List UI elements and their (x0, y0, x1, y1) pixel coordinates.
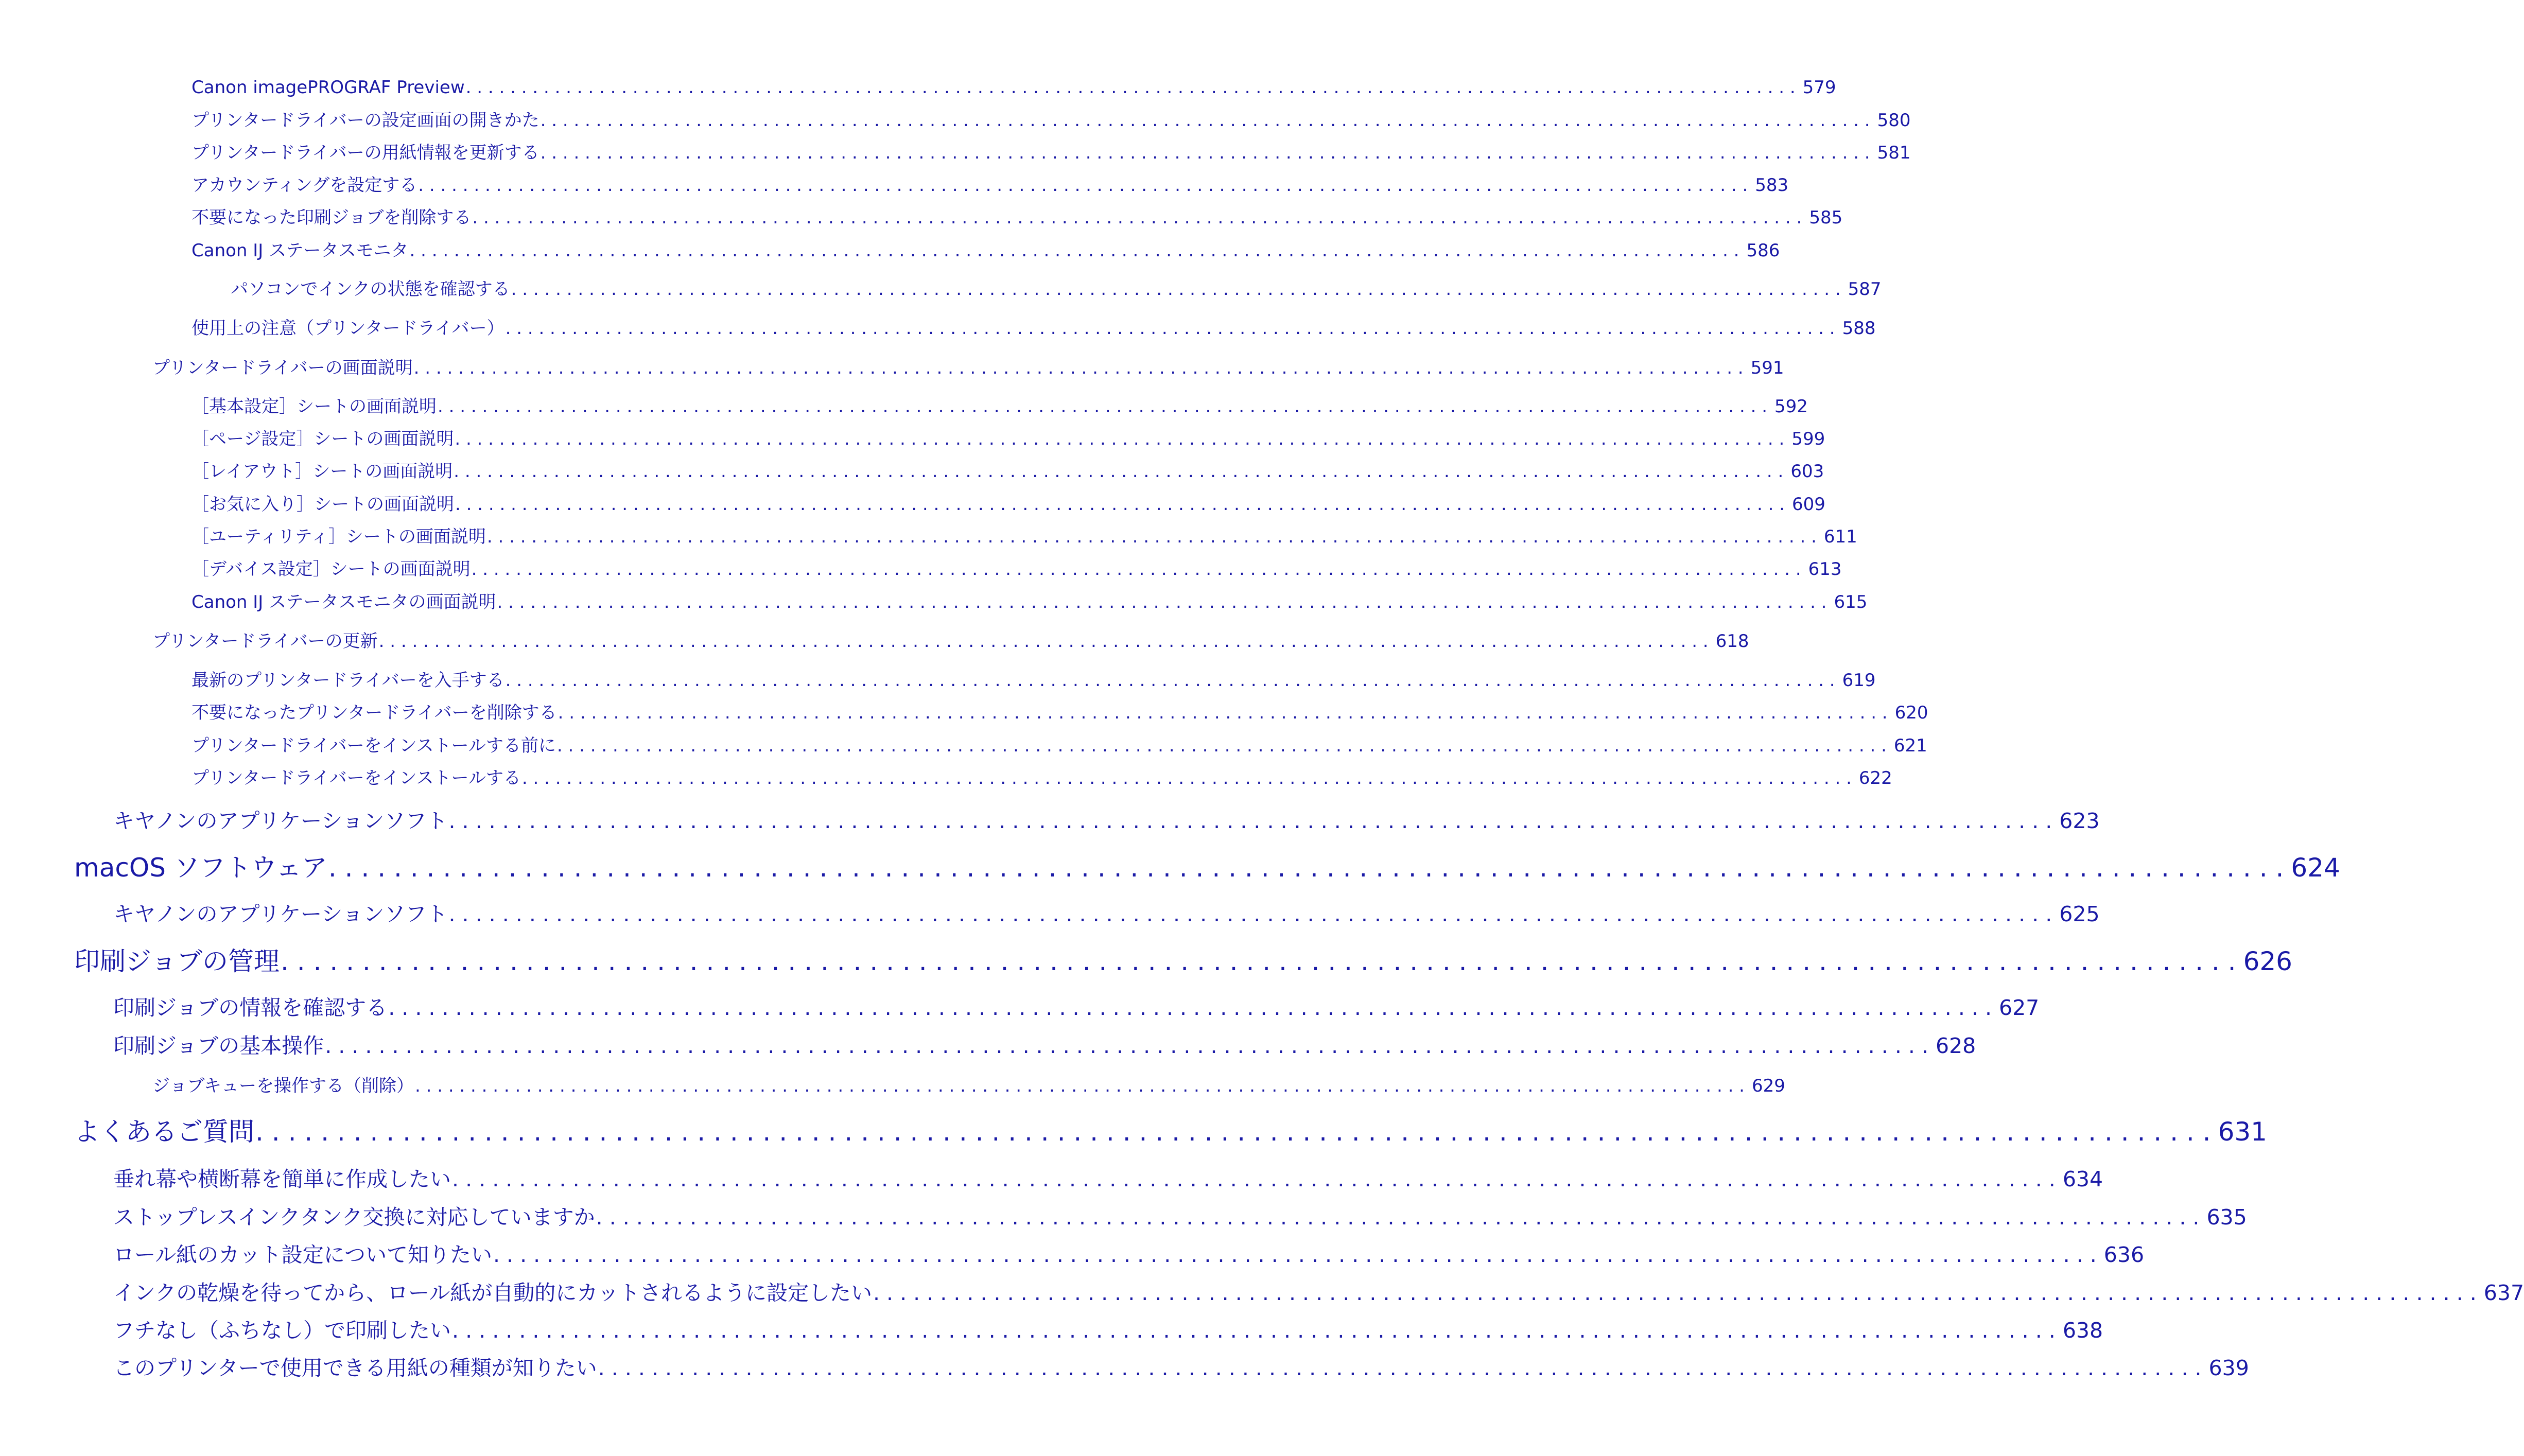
toc-entry-title: ［デバイス設定］シートの画面説明 (192, 559, 471, 580)
toc-entry[interactable] (192, 768, 1892, 788)
toc-entry-page-number: 592 (1774, 396, 1808, 417)
toc-entry[interactable] (192, 735, 1927, 756)
toc-dot-leader: . . . . . . . . . . . . . . . . . . . . . . . . . . . . . . . . . . . . . . . . . . . . . . . . . . . . . . . . . . . . . . . . . . . . . . . . . . . . . . . . . . . . . . . . . . . . . . . . . . . . . . . . . . . . . . . . . . . . . . . . (540, 110, 1870, 131)
toc-entry[interactable] (192, 703, 1928, 723)
toc-dot-leader: . . . . . . . . . . . . . . . . . . . . . . . . . . . . . . . . . . . . . . . . . . . . . . . . . . . . . . . . . . . . . . . . . . . . . . . . . . . . . . . . . . . . . . . . . . . . . . . . . . . . . . . . . . . . . . . . . . . . . . . . (521, 768, 1852, 788)
toc-dot-leader: . . . . . . . . . . . . . . . . . . . . . . . . . . . . . . . . . . . . . . . . . . . . . . . . . . . . . . . . . . . . . . . . . . . . . . . . . . . . . . . . . . . . . . . . . . . . . . . . . . . . . . . . . . . . . . . . . . . . . . . . (448, 809, 2052, 833)
toc-entry-title: ［レイアウト］シートの画面説明 (192, 461, 453, 482)
toc-dot-leader: . . . . . . . . . . . . . . . . . . . . . . . . . . . . . . . . . . . . . . . . . . . . . . . . . . . . . . . . . . . . . . . . . . . . . . . . . . . . . . . . . . . . . . . . . . . . . . . . . . . . . . . . . . . . . . . . . . . . . . . . (328, 853, 2284, 883)
toc-entry-title: Canon imagePROGRAF Preview (192, 77, 465, 98)
toc-dot-leader: . . . . . . . . . . . . . . . . . . . . . . . . . . . . . . . . . . . . . . . . . . . . . . . . . . . . . . . . . . . . . . . . . . . . . . . . . . . . . . . . . . . . . . . . . . . . . . . . . . . . . . . . . . . . . . . . . . . . . . . . (413, 358, 1744, 378)
toc-entry[interactable] (113, 1205, 2247, 1230)
toc-entry[interactable] (113, 902, 2100, 926)
toc-dot-leader: . . . . . . . . . . . . . . . . . . . . . . . . . . . . . . . . . . . . . . . . . . . . . . . . . . . . . . . . . . . . . . . . . . . . . . . . . . . . . . . . . . . . . . . . . . . . . . . . . . . . . . . . . . . . . . . . . . . . . . . . (281, 946, 2236, 976)
toc-entry-title: ［基本設定］シートの画面説明 (192, 396, 437, 417)
toc-entry-title: macOS ソフトウェア (74, 853, 327, 883)
toc-dot-leader: . . . . . . . . . . . . . . . . . . . . . . . . . . . . . . . . . . . . . . . . . . . . . . . . . . . . . . . . . . . . . . . . . . . . . . . . . . . . . . . . . . . . . . . . . . . . . . . . . . . . . . . . . . . . . . . . . . . . . . . . (558, 703, 1888, 723)
toc-dot-leader: . . . . . . . . . . . . . . . . . . . . . . . . . . . . . . . . . . . . . . . . . . . . . . . . . . . . . . . . . . . . . . . . . . . . . . . . . . . . . . . . . . . . . . . . . . . . . . . . . . . . . . . . . . . . . . . . . . . . . . . . (497, 592, 1827, 612)
toc-dot-leader: . . . . . . . . . . . . . . . . . . . . . . . . . . . . . . . . . . . . . . . . . . . . . . . . . . . . . . . . . . . . . . . . . . . . . . . . . . . . . . . . . . . . . . . . . . . . . . . . . . . . . . . . . . . . . . . . . . . . . . . . (465, 77, 1796, 98)
toc-entry-title: フチなし（ふちなし）で印刷したい (113, 1318, 451, 1343)
toc-entry-page-number: 629 (1752, 1076, 1785, 1096)
toc-entry[interactable] (192, 77, 1836, 98)
toc-dot-leader: . . . . . . . . . . . . . . . . . . . . . . . . . . . . . . . . . . . . . . . . . . . . . . . . . . . . . . . . . . . . . . . . . . . . . . . . . . . . . . . . . . . . . . . . . . . . . . . . . . . . . . . . . . . . . . . . . . . . . . . . (454, 461, 1784, 482)
toc-entry-title: 印刷ジョブの管理 (74, 946, 280, 976)
toc-entry[interactable] (192, 592, 1868, 612)
toc-entry-page-number: 628 (1936, 1033, 1976, 1058)
toc-dot-leader: . . . . . . . . . . . . . . . . . . . . . . . . . . . . . . . . . . . . . . . . . . . . . . . . . . . . . . . . . . . . . . . . . . . . . . . . . . . . . . . . . . . . . . . . . . . . . . . . . . . . . . . . . . . . . . . . . . . . . . . . (388, 995, 1992, 1020)
toc-dot-leader: . . . . . . . . . . . . . . . . . . . . . . . . . . . . . . . . . . . . . . . . . . . . . . . . . . . . . . . . . . . . . . . . . . . . . . . . . . . . . . . . . . . . . . . . . . . . . . . . . . . . . . . . . . . . . . . . . . . . . . . . (455, 429, 1785, 449)
toc-dot-leader: . . . . . . . . . . . . . . . . . . . . . . . . . . . . . . . . . . . . . . . . . . . . . . . . . . . . . . . . . . . . . . . . . . . . . . . . . . . . . . . . . . . . . . . . . . . . . . . . . . . . . . . . . . . . . . . . . . . . . . . . (493, 1242, 2097, 1267)
toc-entry-page-number: 599 (1791, 429, 1825, 449)
toc-entry-title: 最新のプリンタードライバーを入手する (192, 670, 504, 691)
toc-entry-page-number: 638 (2062, 1318, 2103, 1343)
toc-entry[interactable] (113, 1242, 2145, 1267)
toc-entry-title: ［ユーティリティ］シートの画面説明 (192, 527, 486, 547)
toc-entry-page-number: 624 (2291, 853, 2340, 883)
toc-entry[interactable] (152, 1076, 1785, 1096)
toc-entry-title: プリンタードライバーの更新 (152, 631, 378, 652)
toc-dot-leader: . . . . . . . . . . . . . . . . . . . . . . . . . . . . . . . . . . . . . . . . . . . . . . . . . . . . . . . . . . . . . . . . . . . . . . . . . . . . . . . . . . . . . . . . . . . . . . . . . . . . . . . . . . . . . . . . . . . . . . . . (255, 1117, 2211, 1147)
toc-entry-page-number: 581 (1877, 143, 1911, 163)
toc-entry-title: アカウンティングを設定する (192, 175, 417, 196)
toc-entry-page-number: 580 (1877, 110, 1911, 131)
toc-entry-page-number: 631 (2218, 1117, 2267, 1147)
toc-entry-page-number: 585 (1809, 207, 1843, 228)
toc-entry[interactable] (192, 207, 1843, 228)
toc-entry-title: ロール紙のカット設定について知りたい (113, 1242, 492, 1267)
toc-dot-leader: . . . . . . . . . . . . . . . . . . . . . . . . . . . . . . . . . . . . . . . . . . . . . . . . . . . . . . . . . . . . . . . . . . . . . . . . . . . . . . . . . . . . . . . . . . . . . . . . . . . . . . . . . . . . . . . . . . . . . . . . (596, 1205, 2200, 1230)
toc-entry-page-number: 609 (1792, 494, 1825, 515)
toc-entry-page-number: 618 (1715, 631, 1749, 652)
toc-dot-leader: . . . . . . . . . . . . . . . . . . . . . . . . . . . . . . . . . . . . . . . . . . . . . . . . . . . . . . . . . . . . . . . . . . . . . . . . . . . . . . . . . . . . . . . . . . . . . . . . . . . . . . . . . . . . . . . . . . . . . . . . (598, 1356, 2202, 1380)
toc-dot-leader: . . . . . . . . . . . . . . . . . . . . . . . . . . . . . . . . . . . . . . . . . . . . . . . . . . . . . . . . . . . . . . . . . . . . . . . . . . . . . . . . . . . . . . . . . . . . . . . . . . . . . . . . . . . . . . . . . . . . . . . . (472, 207, 1802, 228)
toc-entry[interactable] (113, 1356, 2249, 1380)
toc-entry[interactable] (192, 143, 1911, 163)
toc-entry-page-number: 626 (2243, 946, 2292, 976)
toc-entry-title: 不要になった印刷ジョブを削除する (192, 207, 472, 228)
toc-entry-page-number: 637 (2483, 1280, 2524, 1305)
toc-entry-page-number: 611 (1823, 527, 1857, 547)
toc-dot-leader: . . . . . . . . . . . . . . . . . . . . . . . . . . . . . . . . . . . . . . . . . . . . . . . . . . . . . . . . . . . . . . . . . . . . . . . . . . . . . . . . . . . . . . . . . . . . . . . . . . . . . . . . . . . . . . . . . . . . . . . . (471, 559, 1801, 580)
toc-entry-title: プリンタードライバーの設定画面の開きかた (192, 110, 539, 131)
toc-entry-title: 使用上の注意（プリンタードライバー） (192, 318, 504, 339)
toc-entry[interactable] (192, 429, 1825, 449)
toc-entry[interactable] (192, 396, 1808, 417)
toc-entry-page-number: 603 (1790, 461, 1824, 482)
toc-dot-leader: . . . . . . . . . . . . . . . . . . . . . . . . . . . . . . . . . . . . . . . . . . . . . . . . . . . . . . . . . . . . . . . . . . . . . . . . . . . . . . . . . . . . . . . . . . . . . . . . . . . . . . . . . . . . . . . . . . . . . . . . (556, 735, 1887, 756)
toc-entry-title: 印刷ジョブの情報を確認する (113, 995, 388, 1020)
toc-entry-title: Canon IJ ステータスモニタの画面説明 (192, 592, 496, 612)
toc-entry-page-number: 639 (2208, 1356, 2249, 1380)
toc-dot-leader: . . . . . . . . . . . . . . . . . . . . . . . . . . . . . . . . . . . . . . . . . . . . . . . . . . . . . . . . . . . . . . . . . . . . . . . . . . . . . . . . . . . . . . . . . . . . . . . . . . . . . . . . . . . . . . . . . . . . . . . . (414, 1076, 1745, 1096)
toc-dot-leader: . . . . . . . . . . . . . . . . . . . . . . . . . . . . . . . . . . . . . . . . . . . . . . . . . . . . . . . . . . . . . . . . . . . . . . . . . . . . . . . . . . . . . . . . . . . . . . . . . . . . . . . . . . . . . . . . . . . . . . . . (409, 240, 1739, 261)
toc-dot-leader: . . . . . . . . . . . . . . . . . . . . . . . . . . . . . . . . . . . . . . . . . . . . . . . . . . . . . . . . . . . . . . . . . . . . . . . . . . . . . . . . . . . . . . . . . . . . . . . . . . . . . . . . . . . . . . . . . . . . . . . . (455, 494, 1785, 515)
toc-entry-page-number: 587 (1848, 279, 1882, 300)
toc-entry-title: ジョブキューを操作する（削除） (152, 1076, 414, 1096)
toc-entry-title: プリンタードライバーをインストールする (192, 768, 521, 788)
toc-entry-title: プリンタードライバーの用紙情報を更新する (192, 143, 539, 163)
toc-entry-page-number: 620 (1894, 703, 1928, 723)
toc-dot-leader: . . . . . . . . . . . . . . . . . . . . . . . . . . . . . . . . . . . . . . . . . . . . . . . . . . . . . . . . . . . . . . . . . . . . . . . . . . . . . . . . . . . . . . . . . . . . . . . . . . . . . . . . . . . . . . . . . . . . . . . . (452, 1167, 2056, 1191)
toc-entry[interactable] (113, 1033, 1976, 1058)
toc-entry[interactable] (152, 631, 1749, 652)
toc-entry-title: 垂れ幕や横断幕を簡単に作成したい (113, 1167, 451, 1191)
toc-entry-title: 印刷ジョブの基本操作 (113, 1033, 324, 1058)
toc-entry-title: インクの乾燥を待ってから、ロール紙が自動的にカットされるように設定したい (113, 1280, 872, 1305)
toc-entry-page-number: 623 (2059, 809, 2100, 833)
toc-entry[interactable] (152, 358, 1784, 378)
toc-dot-leader: . . . . . . . . . . . . . . . . . . . . . . . . . . . . . . . . . . . . . . . . . . . . . . . . . . . . . . . . . . . . . . . . . . . . . . . . . . . . . . . . . . . . . . . . . . . . . . . . . . . . . . . . . . . . . . . . . . . . . . . . (448, 902, 2052, 926)
toc-entry-page-number: 583 (1755, 175, 1789, 196)
toc-dot-leader: . . . . . . . . . . . . . . . . . . . . . . . . . . . . . . . . . . . . . . . . . . . . . . . . . . . . . . . . . . . . . . . . . . . . . . . . . . . . . . . . . . . . . . . . . . . . . . . . . . . . . . . . . . . . . . . . . . . . . . . . (486, 527, 1817, 547)
toc-entry-title: キヤノンのアプリケーションソフト (113, 902, 448, 926)
toc-entry-page-number: 613 (1808, 559, 1842, 580)
toc-entry[interactable] (192, 110, 1911, 131)
toc-entry[interactable] (231, 279, 1882, 300)
toc-entry-page-number: 615 (1834, 592, 1868, 612)
toc-entry-page-number: 622 (1858, 768, 1892, 788)
toc-dot-leader: . . . . . . . . . . . . . . . . . . . . . . . . . . . . . . . . . . . . . . . . . . . . . . . . . . . . . . . . . . . . . . . . . . . . . . . . . . . . . . . . . . . . . . . . . . . . . . . . . . . . . . . . . . . . . . . . . . . . . . . . (505, 318, 1835, 339)
toc-entry-title: プリンタードライバーをインストールする前に (192, 735, 556, 756)
toc-entry[interactable] (192, 318, 1876, 339)
toc-entry-page-number: 586 (1746, 240, 1780, 261)
toc-entry-page-number: 627 (1999, 995, 2040, 1020)
toc-entry[interactable] (192, 461, 1824, 482)
toc-entry[interactable] (74, 853, 2340, 883)
toc-dot-leader: . . . . . . . . . . . . . . . . . . . . . . . . . . . . . . . . . . . . . . . . . . . . . . . . . . . . . . . . . . . . . . . . . . . . . . . . . . . . . . . . . . . . . . . . . . . . . . . . . . . . . . . . . . . . . . . . . . . . . . . . (540, 143, 1870, 163)
toc-entry-page-number: 635 (2206, 1205, 2247, 1230)
toc-entry[interactable] (192, 240, 1780, 261)
toc-entry[interactable] (113, 995, 2040, 1020)
toc-entry-title: パソコンでインクの状態を確認する (231, 279, 510, 300)
toc-entry-page-number: 619 (1842, 670, 1876, 691)
toc-dot-leader: . . . . . . . . . . . . . . . . . . . . . . . . . . . . . . . . . . . . . . . . . . . . . . . . . . . . . . . . . . . . . . . . . . . . . . . . . . . . . . . . . . . . . . . . . . . . . . . . . . . . . . . . . . . . . . . . . . . . . . . . (505, 670, 1835, 691)
toc-entry[interactable] (113, 809, 2100, 833)
toc-entry[interactable] (74, 946, 2292, 976)
toc-entry-title: Canon IJ ステータスモニタ (192, 240, 409, 261)
toc-dot-leader: . . . . . . . . . . . . . . . . . . . . . . . . . . . . . . . . . . . . . . . . . . . . . . . . . . . . . . . . . . . . . . . . . . . . . . . . . . . . . . . . . . . . . . . . . . . . . . . . . . . . . . . . . . . . . . . . . . . . . . . . (511, 279, 1841, 300)
toc-entry[interactable] (192, 175, 1789, 196)
toc-entry-title: よくあるご質問 (74, 1117, 254, 1147)
toc-entry[interactable] (113, 1280, 2524, 1305)
toc-entry-title: プリンタードライバーの画面説明 (152, 358, 413, 378)
toc-entry[interactable] (192, 670, 1876, 691)
toc-entry-page-number: 621 (1893, 735, 1927, 756)
toc-entry-page-number: 579 (1802, 77, 1836, 98)
toc-entry-title: 不要になったプリンタードライバーを削除する (192, 703, 557, 723)
toc-entry[interactable] (74, 1117, 2267, 1147)
toc-dot-leader: . . . . . . . . . . . . . . . . . . . . . . . . . . . . . . . . . . . . . . . . . . . . . . . . . . . . . . . . . . . . . . . . . . . . . . . . . . . . . . . . . . . . . . . . . . . . . . . . . . . . . . . . . . . . . . . . . . . . . . . . (418, 175, 1748, 196)
toc-entry[interactable] (192, 527, 1857, 547)
toc-entry-page-number: 634 (2062, 1167, 2103, 1191)
toc-dot-leader: . . . . . . . . . . . . . . . . . . . . . . . . . . . . . . . . . . . . . . . . . . . . . . . . . . . . . . . . . . . . . . . . . . . . . . . . . . . . . . . . . . . . . . . . . . . . . . . . . . . . . . . . . . . . . . . . . . . . . . . . (325, 1033, 1929, 1058)
toc-entry-title: ストップレスインクタンク交換に対応していますか (113, 1205, 595, 1230)
toc-entry[interactable] (113, 1318, 2103, 1343)
toc-entry-page-number: 625 (2059, 902, 2100, 926)
toc-entry[interactable] (192, 559, 1842, 580)
toc-dot-leader: . . . . . . . . . . . . . . . . . . . . . . . . . . . . . . . . . . . . . . . . . . . . . . . . . . . . . . . . . . . . . . . . . . . . . . . . . . . . . . . . . . . . . . . . . . . . . . . . . . . . . . . . . . . . . . . . . . . . . . . . (873, 1280, 2477, 1305)
toc-entry[interactable] (113, 1167, 2103, 1191)
toc-entry-page-number: 588 (1842, 318, 1876, 339)
toc-dot-leader: . . . . . . . . . . . . . . . . . . . . . . . . . . . . . . . . . . . . . . . . . . . . . . . . . . . . . . . . . . . . . . . . . . . . . . . . . . . . . . . . . . . . . . . . . . . . . . . . . . . . . . . . . . . . . . . . . . . . . . . . (452, 1318, 2056, 1343)
toc-entry-title: ［お気に入り］シートの画面説明 (192, 494, 454, 515)
toc-entry-page-number: 591 (1750, 358, 1784, 378)
toc-dot-leader: . . . . . . . . . . . . . . . . . . . . . . . . . . . . . . . . . . . . . . . . . . . . . . . . . . . . . . . . . . . . . . . . . . . . . . . . . . . . . . . . . . . . . . . . . . . . . . . . . . . . . . . . . . . . . . . . . . . . . . . . (438, 396, 1768, 417)
toc-dot-leader: . . . . . . . . . . . . . . . . . . . . . . . . . . . . . . . . . . . . . . . . . . . . . . . . . . . . . . . . . . . . . . . . . . . . . . . . . . . . . . . . . . . . . . . . . . . . . . . . . . . . . . . . . . . . . . . . . . . . . . . . (378, 631, 1709, 652)
toc-entry-title: ［ページ設定］シートの画面説明 (192, 429, 454, 449)
toc-entry-title: キヤノンのアプリケーションソフト (113, 809, 448, 833)
toc-entry-page-number: 636 (2103, 1242, 2145, 1267)
toc-entry[interactable] (192, 494, 1825, 515)
toc-entry-title: このプリンターで使用できる用紙の種類が知りたい (113, 1356, 597, 1380)
